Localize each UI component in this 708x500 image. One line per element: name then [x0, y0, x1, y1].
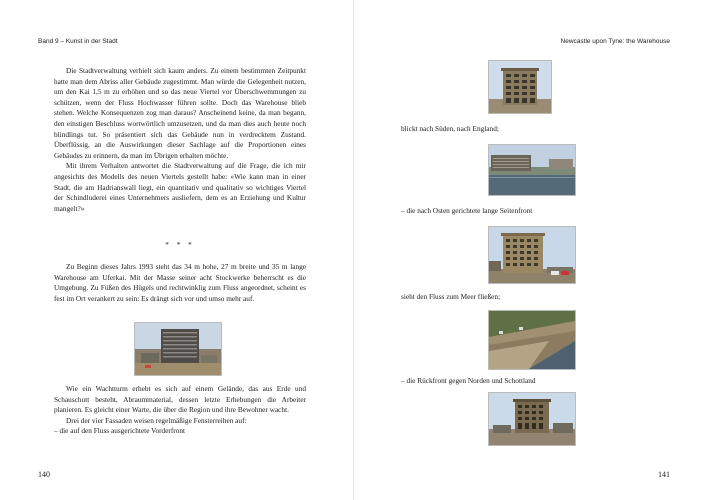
photo-riverbank — [488, 310, 576, 370]
body-text-block-3 — [54, 384, 306, 437]
body-text-block-1 — [54, 66, 306, 214]
photo-warehouse-north — [488, 392, 576, 446]
caption-1: blickt nach Süden, nach England; — [401, 124, 499, 133]
body-text-block-2 — [54, 262, 306, 304]
caption-2: – die nach Osten gerichtete lange Seitenfront — [401, 206, 533, 215]
paragraph-4: Wie ein Wachtturm erhebt es sich auf einem Gelände, das aus Erde und Schauschutt besteht, Abraummaterial, dessen letzte Erhebungen die Arbeiter planieren. Es gleicht einer Warte, die über die Region und ihre Bewohner wacht. — [54, 384, 306, 415]
paragraph-6: – die auf den Fluss ausgerichtete Vorderfront — [54, 426, 186, 436]
paragraph-1: Die Stadtverwaltung verhielt sich kaum anders. Zu einem bestimmten Zeitpunkt hatte man dem Abriss aller Gebäude zugestimmt. Man würde die Gelegenheit nutzen, um den Kai 1,5 m zu erhöhen und so das neue Viertel vor Überschwemmungen zu schützen, wenn der Fluss Hochwasser führen sollte. Doch das Warehouse blieb stehen. Welche Konsequenzen zog man daraus? Anscheinend keine, da man begann, den einstigen Beschluss wortwörtlich umzusetzen, und da man dies auch heute noch blindlings tut. So präsentiert sich das Gebäude nun in verdrecktem Zustand. Überflüssig, an die Auswirkungen dieser Sachlage auf die Proportionen eines Gebäudes zu erinnern, da man im Übrigen erhalten möchte. — [54, 66, 306, 160]
section-separator: * * * — [165, 240, 195, 249]
caption-4: – die Rückfront gegen Norden und Schottland — [401, 376, 536, 385]
paragraph-5: Drei der vier Fassaden weisen regelmäßige Fensterreihen auf: — [66, 415, 247, 425]
paragraph-3: Zu Beginn dieses Jahrs 1993 steht das 34 m hohe, 27 m breite und 35 m lange Warehouse am Uferkai. Mit der Masse seiner acht Stockwerke beherrscht es die Umgebung. Zu Füßen des Hügels und rechtwinklig zum Fluss angeordnet, scheint es fest im Ort verankert zu sein: Es drängt sich vor und umso mehr auf. — [54, 262, 306, 303]
photo-warehouse-east — [488, 144, 576, 196]
caption-3: sieht den Fluss zum Meer fließen; — [401, 292, 501, 301]
paragraph-2: Mit ihrem Verhalten antwortet die Stadtverwaltung auf die Frage, die ich mir angesichts des Modells des neuen Viertels gestellt habe: «Wie kann man in einer Stadt, die am Hadrianswall liegt, ein quantitativ und qualitativ so wichtiges Viertel der Schindluderei eines Unternehmers ausliefern, dem es an Erziehung und Kultur mangelt?» — [54, 161, 306, 213]
photo-warehouse-south — [488, 60, 552, 114]
page-number-left: 140 — [38, 470, 50, 479]
page-number-right: 141 — [658, 470, 670, 479]
running-head-left: Band 9 – Kunst in der Stadt — [38, 38, 118, 45]
photo-warehouse-front — [134, 322, 222, 376]
right-page — [354, 0, 708, 500]
photo-warehouse-side — [488, 226, 576, 284]
running-head-right: Newcastle upon Tyne: the Warehouse — [560, 38, 670, 45]
